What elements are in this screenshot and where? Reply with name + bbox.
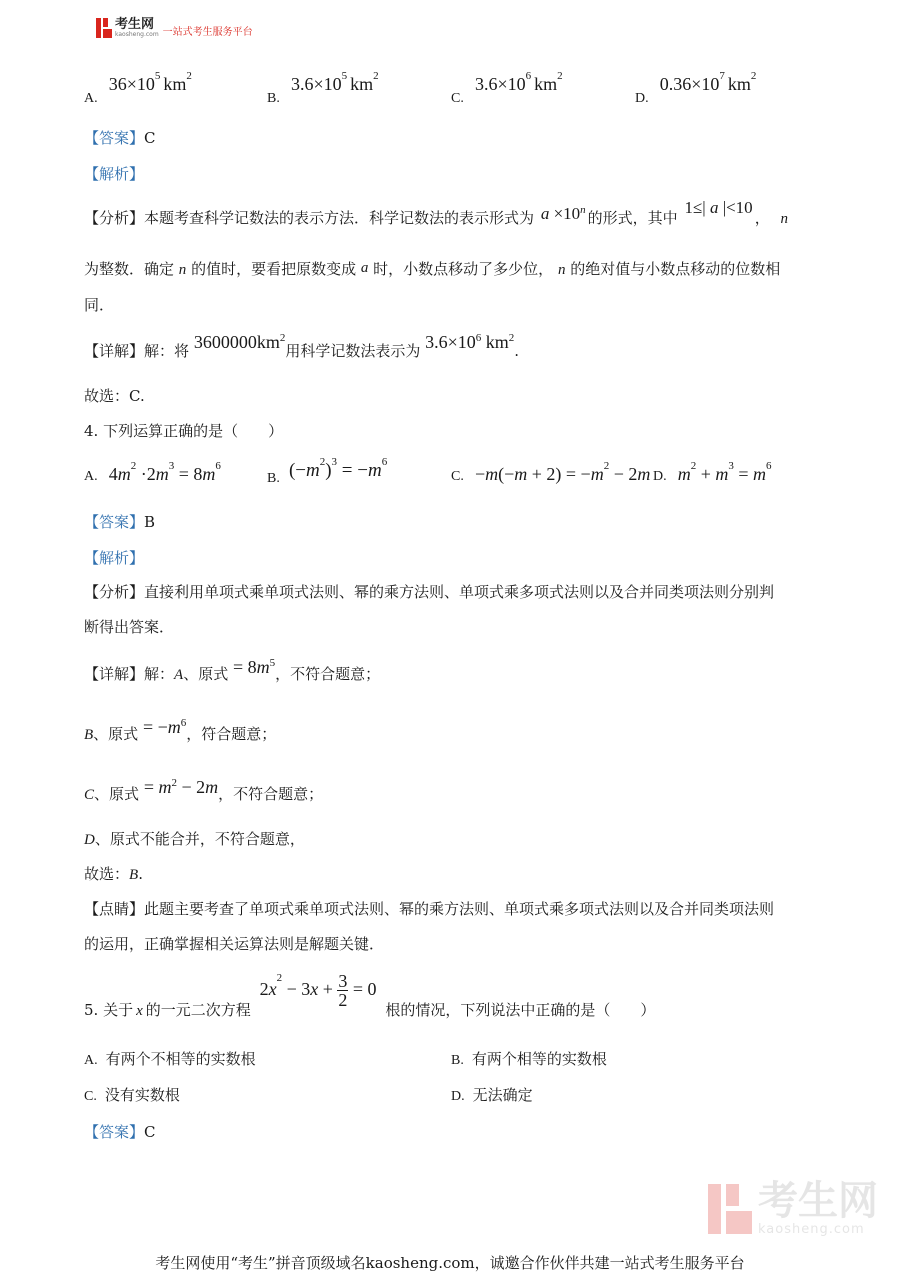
q4-conclusion: 故选：B. — [84, 865, 143, 883]
q4-detail-b: B、原式 = $-m^6$，符合题意； — [84, 717, 277, 743]
q4-analysis-heading: 【解析】 — [84, 549, 145, 567]
q5-option-c: C. 没有实数根 — [84, 1086, 180, 1104]
q5-option-a: A. 有两个不相等的实数根 — [84, 1050, 256, 1068]
q4-option-b: B. $(-m^2)^3 = -m^6$ — [267, 456, 388, 486]
q3-answer: 【答案】C — [84, 129, 156, 147]
q4-option-c: C. $-m(-m + 2) = -m^2 - 2m$ — [451, 460, 651, 484]
q3-analysis-heading: 【解析】 — [84, 165, 145, 183]
logo-brand: 考生网 — [115, 17, 155, 32]
q4-stem: 4. 下列运算正确的是（ ） — [84, 422, 284, 440]
q3-conclusion: 故选：C. — [84, 387, 145, 405]
q5-answer: 【答案】C — [84, 1123, 156, 1141]
q3-fenxi-line2: 为整数．确定 n 的值时，要看把原数变成 a 时，小数点移动了多少位， n 的绝对值与小数点移动的位数相 — [84, 260, 781, 278]
q3-option-c: C. $3.6\times 10^6$ $km^2$ — [451, 70, 563, 106]
q4-detail-d: D、原式不能合并，不符合题意， — [84, 830, 305, 848]
logo-mark-icon — [96, 17, 112, 39]
watermark-mark-icon — [708, 1182, 752, 1236]
q3-detail: 【详解】解：将 $3600000km^2$用科学记数法表示为 $3.6\times 10^6$ $km^2$. — [84, 332, 520, 360]
q5-option-b: B. 有两个相等的实数根 — [451, 1050, 607, 1068]
logo-slogan: 一站式考生服务平台 — [162, 26, 253, 38]
q3-option-a: A. $36\times 10^5$ $km^2$ — [84, 70, 192, 106]
logo-domain: kaosheng.com — [115, 31, 159, 38]
q4-tip-line1: 【点睛】此题主要考查了单项式乘单项式法则、幂的乘方法则、单项式乘多项式法则以及合并同类项法则 — [84, 900, 775, 918]
watermark-domain: kaosheng.com — [758, 1222, 865, 1237]
q4-option-a: A. $4m^2 \cdot 2m^3 = 8m^6$ — [84, 460, 221, 484]
page-footer: 考生网使用“考生”拼音顶级域名kaosheng.com，诚邀合作伙伴共建一站式考生服务平台 — [155, 1254, 745, 1272]
q5-option-d: D. 无法确定 — [451, 1086, 533, 1104]
q4-answer: 【答案】B — [84, 513, 156, 531]
q4-fenxi-line2: 断得出答案． — [84, 618, 175, 636]
q4-tip-line2: 的运用，正确掌握相关运算法则是解题关键． — [84, 935, 385, 953]
q4-fenxi-line1: 【分析】直接利用单项式乘单项式法则、幂的乘方法则、单项式乘多项式法则以及合并同类项法则分别判 — [84, 583, 775, 601]
q3-fenxi-line1: 【分析】本题考查科学记数法的表示方法．科学记数法的表示形式为 $a \times 10^n$ 的形式，其中 1≤| a |<10， n — [84, 198, 788, 227]
q3-option-d: D. $0.36\times 10^7$ $km^2$ — [635, 70, 757, 106]
q4-detail-c: C、原式 = $m^2 - 2m$，不符合题意； — [84, 777, 324, 803]
watermark-brand: 考生网 — [758, 1178, 878, 1224]
site-logo — [96, 17, 253, 39]
watermark-logo — [708, 1180, 878, 1237]
q4-detail-a: 【详解】解：A、原式 = $8m^5$，不符合题意； — [84, 657, 381, 683]
q3-fenxi-line3: 同． — [84, 296, 115, 314]
q3-option-b: B. $3.6\times 10^5$ $km^2$ — [267, 70, 379, 106]
q5-stem: 5. 关于 x 的一元二次方程 $2x^2 - 3x$ + $\frac{3}{2}$ = 0 根的情况，下列说法中正确的是（ ） — [84, 971, 656, 1019]
q4-option-d: D. $m^2 + m^3 = m^6$ — [653, 460, 772, 484]
